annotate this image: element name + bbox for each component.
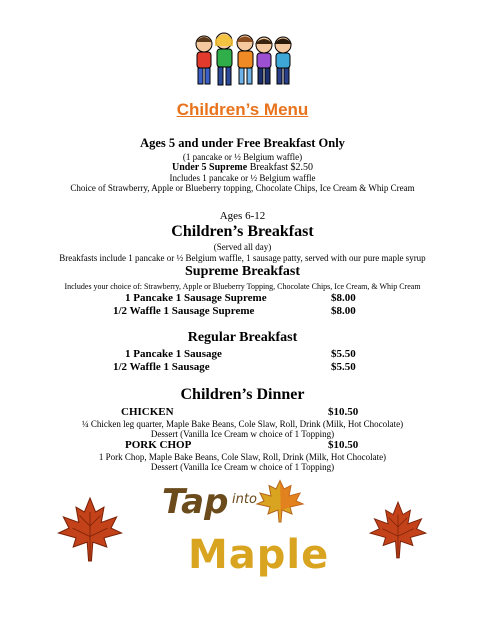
dinner-heading: Children’s Dinner [180, 386, 305, 403]
free-breakfast-heading: Ages 5 and under Free Breakfast Only [140, 136, 345, 150]
dinner-item-dessert: Dessert (Vanilla Ice Cream w choice of 1 Topping) [150, 429, 335, 439]
logo-word-into: into [232, 492, 257, 507]
supreme-choice: Includes your choice of: Strawberry, Apple or Blueberry Topping, Chocolate Chips, Ice Cream, & Whip Cream [64, 282, 421, 291]
free-breakfast-detail: (1 pancake or ½ Belgium waffle) [182, 152, 303, 162]
dinner-item-dessert: Dessert (Vanilla Ice Cream w choice of 1 Topping) [150, 462, 335, 472]
regular-item-name: 1/2 Waffle 1 Sausage [113, 361, 210, 373]
supreme-heading: Supreme Breakfast [185, 264, 300, 279]
breakfast-ages: Ages 6-12 [219, 210, 266, 222]
dinner-item-name: PORK CHOP [125, 439, 192, 451]
supreme-item-name: 1/2 Waffle 1 Sausage Supreme [113, 305, 255, 317]
regular-item-price: $5.50 [331, 348, 356, 360]
regular-item-name: 1 Pancake 1 Sausage [125, 348, 222, 360]
under5-price: Breakfast $2.50 [247, 162, 314, 173]
breakfast-heading: Children’s Breakfast [171, 223, 314, 240]
dinner-item-desc: ¼ Chicken leg quarter, Maple Bake Beans, Cole Slaw, Roll, Drink (Milk, Hot Chocolate) [81, 419, 404, 429]
kids-group-icon [190, 30, 295, 92]
maple-leaf-icon [55, 492, 125, 567]
logo-word-maple: Maple [188, 532, 330, 578]
regular-item-price: $5.50 [331, 361, 356, 373]
maple-leaf-logo-icon [255, 478, 305, 523]
under5-choice: Choice of Strawberry, Apple or Blueberry topping, Chocolate Chips, Ice Cream & Whip Cream [70, 183, 415, 193]
tap-into-maple-logo [160, 478, 330, 598]
breakfast-served: (Served all day) [213, 242, 272, 252]
supreme-item-price: $8.00 [331, 292, 356, 304]
under5-line [0, 162, 485, 173]
regular-heading: Regular Breakfast [187, 330, 298, 345]
supreme-item-price: $8.00 [331, 305, 356, 317]
maple-leaf-icon [367, 496, 429, 564]
dinner-item-name: CHICKEN [121, 406, 174, 418]
breakfast-includes: Breakfasts include 1 pancake or ½ Belgium waffle, 1 sausage patty, served with our pure maple syrup [59, 253, 426, 263]
dinner-item-price: $10.50 [328, 439, 359, 451]
page-title: Children’s Menu [176, 100, 309, 119]
under5-includes: Includes 1 pancake or ½ Belgium waffle [169, 173, 316, 183]
supreme-item-name: 1 Pancake 1 Sausage Supreme [125, 292, 267, 304]
under5-label: Under 5 Supreme [171, 162, 248, 173]
dinner-item-desc: 1 Pork Chop, Maple Bake Beans, Cole Slaw, Roll, Drink (Milk, Hot Chocolate) [98, 452, 387, 462]
dinner-item-price: $10.50 [328, 406, 359, 418]
logo-word-tap: Tap [162, 482, 229, 522]
